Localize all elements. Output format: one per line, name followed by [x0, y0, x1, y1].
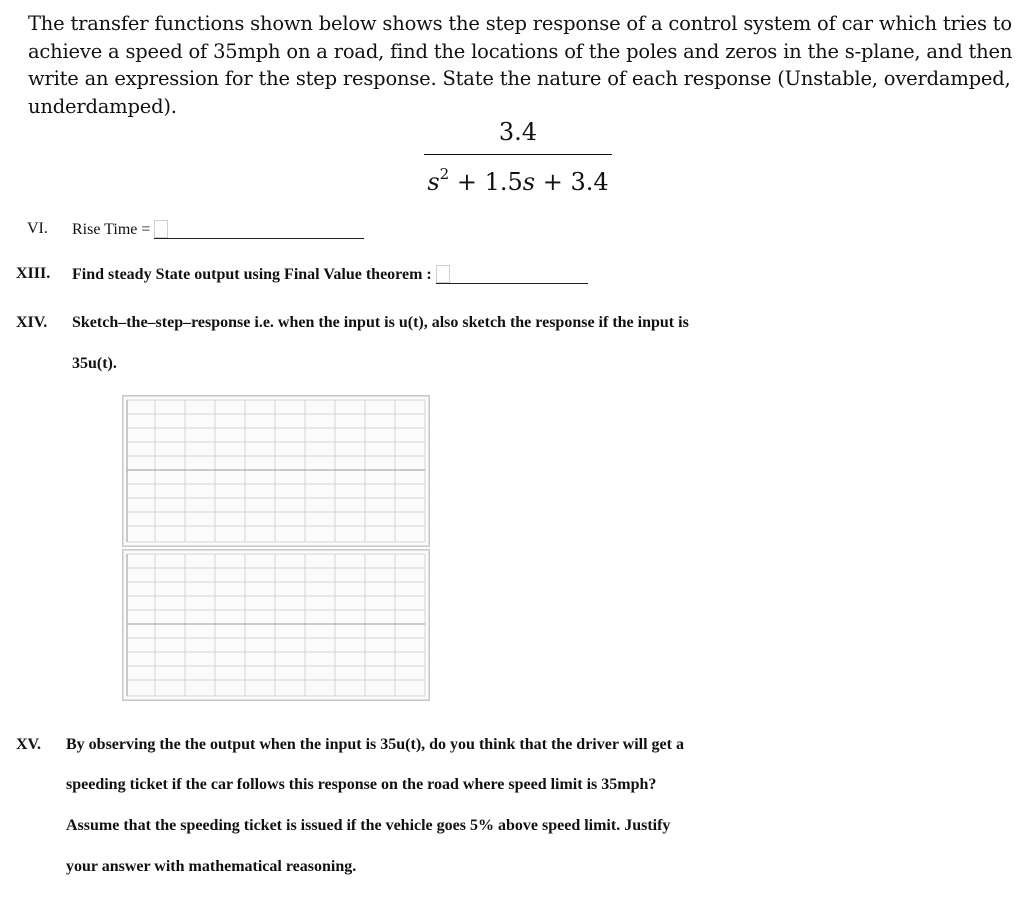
grid-lines: [123, 550, 429, 700]
steady-state-answer-field[interactable]: [436, 265, 588, 284]
question-xiii: [72, 265, 588, 284]
tf-den-const: + 3.4: [535, 168, 609, 197]
question-xv-line4: your answer with mathematical reasoning.: [66, 858, 357, 875]
question-number-xiii: XIII.: [16, 265, 51, 282]
tf-den-s: s: [427, 168, 440, 197]
answer-box: [154, 220, 168, 238]
question-number-vi: VI.: [27, 220, 48, 237]
tf-den-rest: + 1.5: [449, 168, 523, 197]
rise-time-answer-field[interactable]: [154, 220, 364, 239]
question-vi: [72, 220, 364, 239]
question-number-xv: XV.: [16, 736, 42, 753]
tf-numerator: 3.4: [498, 118, 538, 146]
sketch-grid-35-step[interactable]: [122, 549, 430, 701]
transfer-function: [418, 114, 618, 197]
question-xv-line3: Assume that the speeding ticket is issued if the vehicle goes 5% above speed limit. Justify: [66, 817, 671, 834]
sketch-grid-unit-step[interactable]: [122, 395, 430, 547]
question-number-xiv: XIV.: [16, 314, 48, 331]
question-xv-line1: By observing the the output when the input is 35u(t), do you think that the driver will get a: [66, 736, 684, 753]
question-xv-line2: speeding ticket if the car follows this response on the road where speed limit is 35mph?: [66, 776, 657, 793]
question-vi-text: Rise Time =: [72, 221, 151, 238]
tf-denominator: [418, 161, 618, 197]
grid-lines: [123, 396, 429, 546]
answer-box: [436, 265, 450, 283]
question-xiv-line2: 35u(t).: [72, 355, 117, 372]
fraction-bar: [424, 154, 612, 155]
question-xiii-text: Find steady State output using Final Value theorem :: [72, 266, 432, 283]
problem-statement: The transfer functions shown below shows the step response of a control system of car which tries to achieve a speed of 35mph on a road, find the locations of the poles and zeros in the s-plane, and then write an expression for the step response. State the nature of each response (Unstable, overdamped, underdamped).: [28, 12, 1013, 118]
tf-den-s2: s: [522, 168, 536, 197]
tf-den-power: 2: [439, 165, 450, 184]
question-xiv-line1: Sketch–the–step–response i.e. when the input is u(t), also sketch the response if the input is: [72, 314, 689, 331]
